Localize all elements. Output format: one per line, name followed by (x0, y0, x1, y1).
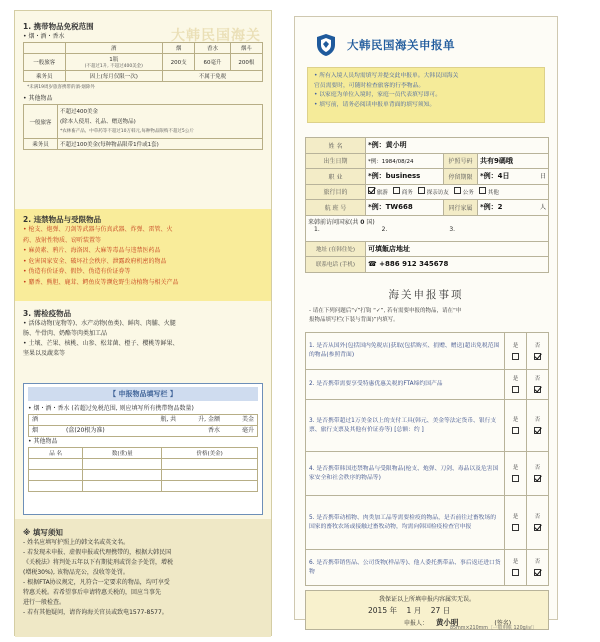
field-label: 旅行目的 (306, 184, 366, 200)
other-items-entry-table (28, 447, 258, 492)
address-field[interactable]: 可填飯店地址 (366, 241, 549, 257)
table-cell: 200支 (162, 54, 194, 71)
declaration-questions (305, 332, 549, 586)
no-checkbox (534, 353, 541, 360)
list-item: - 若有其他疑问，请咨询海关官员或致电1577-8577。 (23, 609, 168, 616)
dob-field[interactable]: *例：1984/08/24 (366, 153, 444, 169)
table-header: 烟 (162, 43, 194, 54)
quarantine-section (15, 303, 271, 373)
question-text: 5. 是否携带动植物、肉类加工品等需要检疫的物品，是否前往过畜牧场的国家的畜牧农场或接触过畜牧动物，均需向韩国检疫检查官申报 (306, 496, 505, 550)
table-cell: 不超过100美金(每种物品限带1件或1套) (58, 139, 263, 150)
table-cell[interactable] (83, 470, 162, 481)
form-header (315, 33, 547, 57)
section-title: 1. 携带物品免税范围 (23, 22, 94, 31)
table-cell[interactable] (29, 470, 83, 481)
list-item: • 麻黄素、鸦片、海洛因、大麻等毒品与违禁医药品 (23, 247, 161, 254)
notice-line: • 所有入境人员均需填写并提交此申报单。大韩民国海关 (314, 73, 459, 79)
list-item: • 麝香、熊胆、鹿茸、鳄鱼皮等濒危野生动植物与相关产品 (23, 278, 179, 286)
purpose-options: 旅游 商务 探亲访友 公务 其他 (366, 184, 549, 200)
question-text: 3. 是否携带超过1万美金以上的支付工具(韩元、美金等法定货币、银行支票、旅行支票及其他有价证券等) [总额：约 ] (306, 400, 505, 452)
list-item: (增税30%), 该物品充公，没收等处罚。 (23, 569, 129, 576)
no-checkbox (534, 569, 541, 576)
notice-line: • 填写前，请务必阅读申报单背面的填写须知。 (314, 101, 436, 108)
table-cell[interactable] (162, 470, 258, 481)
purpose-checkbox-family[interactable] (418, 187, 425, 194)
section-title: 3. 需检疫物品 (23, 309, 72, 318)
passport-field[interactable]: 共有9碼哦 (478, 153, 549, 169)
purpose-checkbox-business[interactable] (393, 187, 400, 194)
duty-free-section (15, 11, 271, 207)
list-item: • 枪支、炮弹、刀剑等武器与仿真武器、炸弹、雷管、火 (23, 226, 173, 233)
table-header: 品 名 (29, 448, 83, 459)
declared-items-section (15, 377, 271, 517)
list-item: - 姓名应填写护照上的韩文名或英文名。 (23, 539, 130, 546)
yes-option[interactable]: 是 (505, 550, 527, 586)
question-text: 4. 是否携带韩国违禁物品与受限物品(枪支、炮弹、刀剑、毒品以及危害国家安全和社会秩序的物品等) (306, 452, 505, 496)
table-cell[interactable] (162, 459, 258, 470)
list-item: 坚果以及蔬菜等 (23, 350, 66, 357)
prohibited-items-section (15, 209, 271, 301)
table-cell[interactable] (83, 481, 162, 492)
no-option[interactable]: 否 (527, 400, 549, 452)
flight-field[interactable]: *例：TW668 (366, 200, 444, 216)
yes-checkbox (512, 569, 519, 576)
table-header: 香水 (195, 43, 230, 54)
yes-checkbox (512, 524, 519, 531)
subtitle: • 其他物品 (23, 95, 53, 102)
field-label: 停留期限 (444, 169, 478, 185)
table-header: 酒 (65, 43, 162, 54)
yes-option[interactable]: 是 (505, 496, 527, 550)
declare-head: 【 申报物品填写栏 】 (28, 387, 258, 401)
applicant-name: 黄小明 (435, 618, 459, 627)
field-label: 航 班 号 (306, 200, 366, 216)
yes-checkbox (512, 353, 519, 360)
personal-info-table (305, 137, 549, 273)
list-item: 进行一般检查。 (23, 599, 66, 606)
no-checkbox (534, 475, 541, 482)
applicant-line: 申报人： 黄小明 (签名) (404, 618, 512, 627)
other-items-table (23, 104, 263, 150)
question-text: 6. 是否携带销售品、公司货物(样品等)、他人委托携带品、事后返还进口货物 (306, 550, 505, 586)
row-label: 一般旅客 (24, 105, 58, 139)
field-label: 出生日期 (306, 153, 366, 169)
table-cell[interactable] (29, 481, 83, 492)
table-cell: 不属于免税 (162, 71, 262, 82)
name-field[interactable]: *例：黄小明 (366, 138, 549, 154)
table-cell[interactable] (83, 459, 162, 470)
alcohol-row: 酒 瓶, 共 升, 金额 美金 (28, 414, 258, 426)
form-front-side (294, 16, 558, 627)
yes-checkbox (512, 386, 519, 393)
section-title: ※ 填写须知 (23, 528, 63, 537)
table-cell: 不超过400美金 (除本人使用、礼品、赠送物品) *农林畜产品、中草药等不超过10万韩元,每种物品限购不超过5公斤 (58, 105, 263, 139)
field-label: 同行家属 (444, 200, 478, 216)
customs-emblem-icon (315, 33, 337, 57)
purpose-checkbox-other[interactable] (479, 187, 486, 194)
instruction: • 烟・酒・香水 (若超过免税范围, 则应填写所有携带物品数量) (28, 405, 194, 412)
list-item: - 根据FTA协议规定，凡符合一定要求的物品，均可享受 (23, 579, 170, 586)
yes-option[interactable]: 是 (505, 333, 527, 370)
subtitle: • 烟・酒・香水 (23, 33, 65, 40)
declaration-title: 海关申报事项 (388, 289, 464, 301)
row-label: 乘务员 (24, 139, 58, 150)
no-option[interactable]: 否 (527, 452, 549, 496)
no-option[interactable]: 否 (527, 370, 549, 400)
question-text: 1. 是否从国外(包括国内免税店)获取(包括购买、捐赠、赠送)超出免税范围的物品(参照背面) (306, 333, 505, 370)
yes-option[interactable]: 是 (505, 452, 527, 496)
countries-field[interactable]: 来韩前访问国家(共 0 国) 1. 2. 3. (306, 215, 549, 241)
stay-field[interactable]: *例：4日 日 (478, 169, 549, 185)
list-item: - 若发现未申报、虚假申报或代理携带的，根据大韩民国 (23, 549, 172, 556)
paper-spec-footnote: 85mm×210mm〔一般用纸 120g/㎡〕 (450, 626, 537, 631)
notice-line: 官员需要时，可随时检查旅客的行李物品。 (314, 82, 425, 89)
table-cell: 200根 (230, 54, 262, 71)
table-header (24, 43, 66, 54)
no-checkbox (534, 427, 541, 434)
list-item: • 活体动物(宠物等)、水产动物(鱼类)、鲜肉、肉脯、火腿 (23, 320, 176, 327)
list-item: • 土壤、芒果、核桃、山参、松茸菌、橙子、樱桃等鲜果、 (23, 340, 179, 347)
list-item: 《关税法》将判处五年以下有期徒刑或罚金予处罚，增税 (23, 559, 174, 566)
sign-date: 2015 年 1 月 27 日 (368, 606, 451, 615)
yes-checkbox (512, 427, 519, 434)
no-option[interactable]: 否 (527, 496, 549, 550)
field-label: 护照号码 (444, 153, 478, 169)
field-label: 联系电话 (手机) (306, 257, 366, 273)
table-cell[interactable] (162, 481, 258, 492)
question-text: 2. 是否携带需要享受特惠优惠关税的FTA缔约国产品 (306, 370, 505, 400)
no-checkbox (534, 386, 541, 393)
declaration-note: - 请在下列问题后“√”打钩 “✓”, 若有需要申报的物品，请在“申 报物品填写栏(下装与背面)”内填写。 (309, 308, 462, 323)
yes-option[interactable]: 是 (505, 370, 527, 400)
form-back-side (14, 10, 272, 636)
attestation-text: 我保证以上所填申报内容属实无误。 (378, 596, 475, 603)
field-label: 职 业 (306, 169, 366, 185)
form-title: 大韩民国海关申报单 (347, 38, 455, 52)
table-header: 价格(美金) (162, 448, 258, 459)
declare-box (23, 383, 263, 515)
duty-free-table (23, 42, 263, 82)
job-field[interactable]: *例：business (366, 169, 444, 185)
field-label: 地址 (在韩住处) (306, 241, 366, 257)
tobacco-row: 烟 (盒(20根为准) 香水 毫升 (28, 426, 258, 437)
table-cell: 60毫升 (195, 54, 230, 71)
watermark-text: 大韩民国海关 (171, 28, 261, 44)
no-checkbox (534, 524, 541, 531)
row-label: 一般旅客 (24, 54, 66, 71)
purpose-checkbox-tourism[interactable] (368, 187, 375, 194)
no-option[interactable]: 否 (527, 550, 549, 586)
subtitle: • 其他物品 (28, 438, 58, 445)
table-cell: 因上(每月仅限一次) (65, 71, 162, 82)
list-item: 肠、牛骨肉、奶酪等肉类加工品 (23, 330, 108, 337)
no-option[interactable]: 否 (527, 333, 549, 370)
list-item: 特惠关税。若希望事后申请特惠关税的，回应当事先 (23, 589, 162, 596)
list-item: 药、放射性物质、窃听装置等 (23, 236, 102, 244)
phone-field[interactable]: ☎ +886 912 345678 (366, 257, 549, 273)
table-header: 烟斗 (230, 43, 262, 54)
notice-line: • 以家庭为单位入境时，家庭一员代表填写即可。 (314, 92, 441, 98)
list-item: • 危害国家安全、破坏社会秩序、泄露政府机密的物品 (23, 257, 167, 265)
instructions-section (15, 519, 271, 637)
table-cell: 1瓶 (不超过1升, 不超过400美金) (65, 54, 162, 71)
field-label: 姓 名 (306, 138, 366, 154)
yes-option[interactable]: 是 (505, 400, 527, 452)
notice-box (307, 67, 545, 123)
purpose-checkbox-official[interactable] (454, 187, 461, 194)
companions-field[interactable]: *例：2 人 (478, 200, 549, 216)
section-title: 2. 违禁物品与受限物品 (23, 215, 102, 224)
list-item: • 伪造有价证券、假钞、伪造有价证券等 (23, 268, 131, 275)
row-label: 乘务员 (24, 71, 66, 82)
table-cell[interactable] (29, 459, 83, 470)
table-header: 数(重)量 (83, 448, 162, 459)
yes-checkbox (512, 475, 519, 482)
note: *未满19周岁旅客携带的酒·烟除外 (27, 85, 95, 90)
